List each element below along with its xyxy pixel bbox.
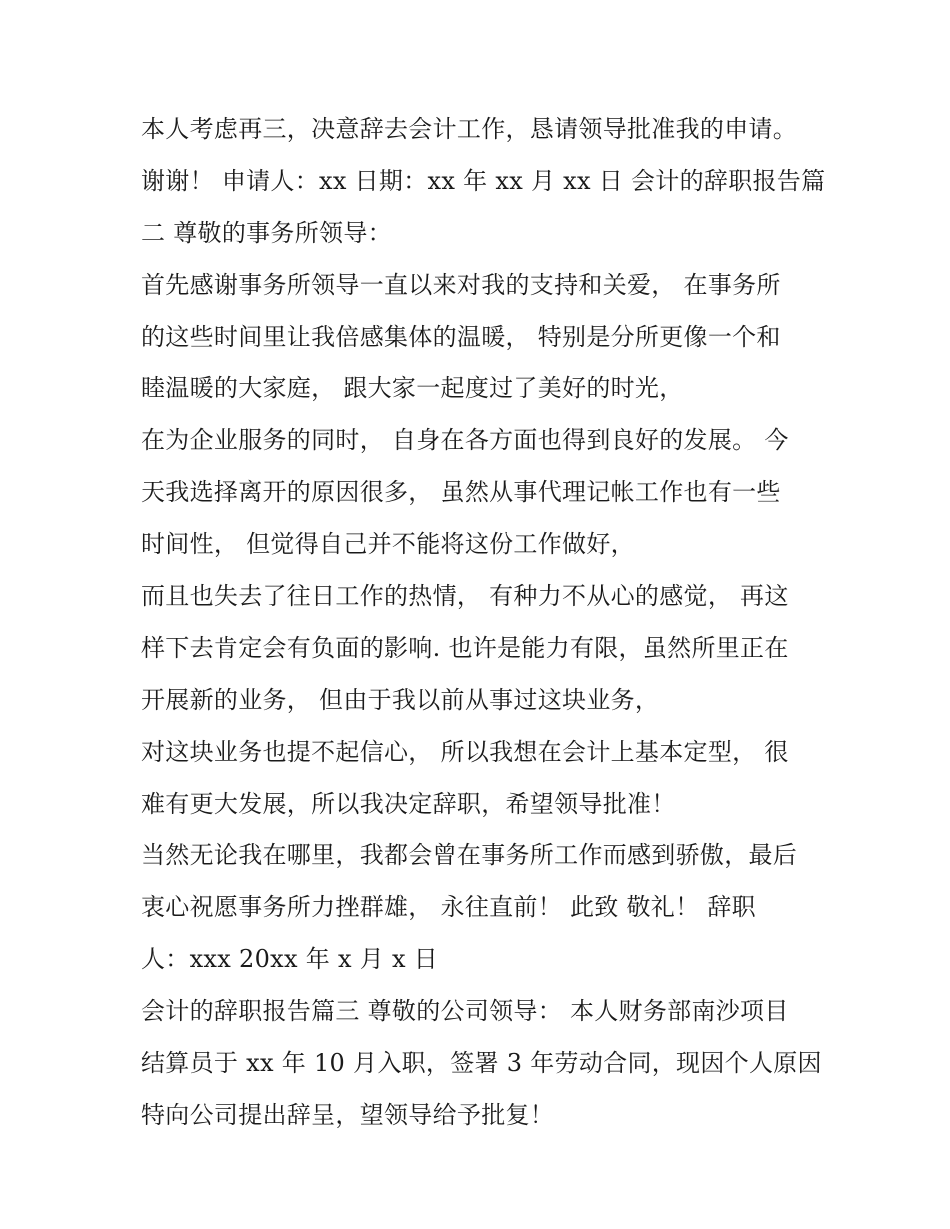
- text-line: 在为企业服务的同时， 自身在各方面也得到良好的发展。 今: [141, 426, 789, 455]
- text-line: 的这些时间里让我倍感集体的温暖， 特别是分所更像一个和: [141, 322, 781, 351]
- text-line: 天我选择离开的原因很多， 虽然从事代理记帐工作也有一些: [141, 478, 781, 507]
- text-line: 难有更大发展，所以我决定辞职，希望领导批准！: [141, 789, 676, 818]
- text-line: 当然无论我在哪里，我都会曾在事务所工作而感到骄傲，最后: [141, 841, 798, 870]
- text-line: 首先感谢事务所领导一直以来对我的支持和关爱， 在事务所: [141, 270, 781, 299]
- text-line: 衷心祝愿事务所力挫群雄， 永往直前！ 此致 敬礼！ 辞职: [141, 893, 756, 922]
- text-line: 人：xxx 20xx 年 x 月 x 日: [141, 945, 439, 974]
- text-line: 时间性， 但觉得自己并不能将这份工作做好，: [141, 530, 635, 559]
- text-line: 对这块业务也提不起信心， 所以我想在会计上基本定型， 很: [141, 737, 789, 766]
- text-line: 而且也失去了往日工作的热情， 有种力不从心的感觉， 再这: [141, 582, 789, 611]
- document-body: [141, 104, 826, 1142]
- text-line: 样下去肯定会有负面的影响. 也许是能力有限，虽然所里正在: [141, 633, 789, 662]
- text-line: 特向公司提出辞呈，望领导给予批复！: [141, 1100, 555, 1129]
- text-line: 开展新的业务， 但由于我以前从事过这块业务，: [141, 685, 660, 714]
- text-line: 二 尊敬的事务所领导：: [141, 218, 392, 247]
- text-line: 睦温暖的大家庭， 跟大家一起度过了美好的时光，: [141, 374, 684, 403]
- text-line: 结算员于 xx 年 10 月入职，签署 3 年劳动合同，现因个人原因: [141, 1049, 822, 1078]
- text-line: 本人考虑再三，决意辞去会计工作，恳请领导批准我的申请。: [141, 115, 798, 143]
- text-line: 会计的辞职报告篇三 尊敬的公司领导： 本人财务部南沙项目: [141, 997, 789, 1026]
- text-line: 谢谢！ 申请人：xx 日期：xx 年 xx 月 xx 日 会计的辞职报告篇: [141, 166, 826, 195]
